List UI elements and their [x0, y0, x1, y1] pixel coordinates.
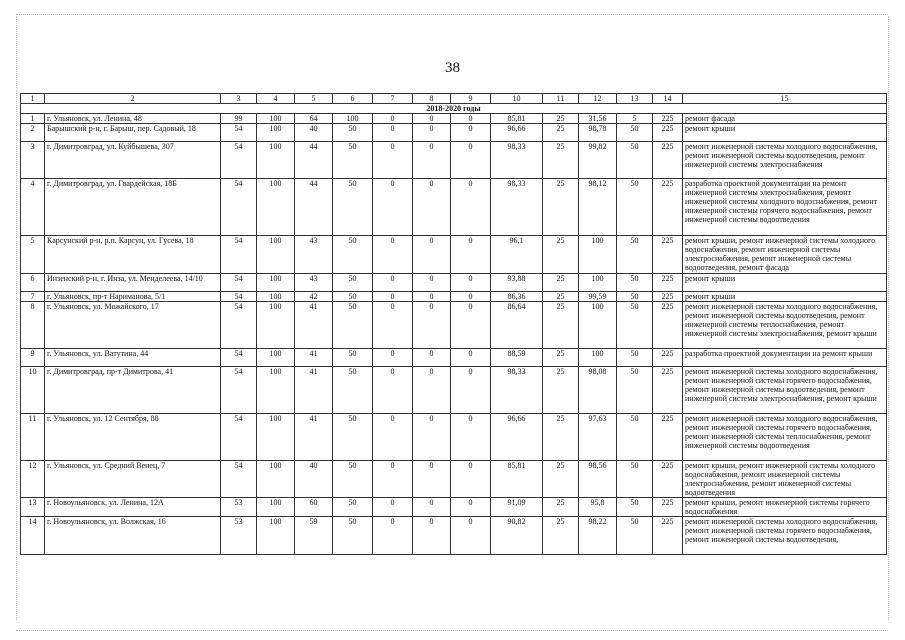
value-col-11: 25 — [543, 292, 579, 302]
row-number: 6 — [21, 274, 45, 292]
scan-edge-bottom — [16, 630, 888, 631]
address-cell: г. Новоульяновск, ул. Ленина, 12А — [45, 498, 221, 517]
value-col-3: 99 — [221, 114, 257, 124]
value-col-8: 0 — [413, 461, 451, 498]
value-col-14: 225 — [653, 142, 683, 179]
column-header: 15 — [683, 94, 887, 104]
value-col-8: 0 — [413, 367, 451, 414]
value-col-7: 0 — [373, 414, 413, 461]
value-col-5: 60 — [295, 498, 333, 517]
value-col-5: 43 — [295, 274, 333, 292]
row-number: 4 — [21, 179, 45, 236]
row-number: 14 — [21, 517, 45, 555]
value-col-3: 53 — [221, 498, 257, 517]
value-col-14: 225 — [653, 292, 683, 302]
value-col-12: 99,82 — [579, 142, 617, 179]
value-col-14: 225 — [653, 349, 683, 367]
address-cell: г. Новоульяновск, ул. Волжская, 16 — [45, 517, 221, 555]
value-col-11: 25 — [543, 274, 579, 292]
works-cell: разработка проектной документации на ремонт инженерной системы электроснабжения, ремонт инженерной системы холодного водоснабжения, ремонт инженерной системы горячего водоснабжения, ремонт инженерной системы водоотведения — [683, 179, 887, 236]
value-col-10: 96,66 — [491, 414, 543, 461]
value-col-6: 50 — [333, 292, 373, 302]
value-col-8: 0 — [413, 142, 451, 179]
value-col-6: 50 — [333, 179, 373, 236]
value-col-9: 0 — [451, 414, 491, 461]
value-col-8: 0 — [413, 498, 451, 517]
value-col-13: 50 — [617, 349, 653, 367]
column-header: 3 — [221, 94, 257, 104]
value-col-10: 93,88 — [491, 274, 543, 292]
column-header: 12 — [579, 94, 617, 104]
address-cell: г. Ульяновск, ул. Ватутина, 44 — [45, 349, 221, 367]
value-col-7: 0 — [373, 179, 413, 236]
value-col-3: 54 — [221, 236, 257, 274]
value-col-3: 54 — [221, 367, 257, 414]
works-cell: ремонт инженерной системы холодного водоснабжения, ремонт инженерной системы горячего водоснабжения, ремонт инженерной системы водоотведения, — [683, 517, 887, 555]
value-col-12: 100 — [579, 274, 617, 292]
row-number: 10 — [21, 367, 45, 414]
value-col-6: 50 — [333, 349, 373, 367]
column-header: 5 — [295, 94, 333, 104]
value-col-14: 225 — [653, 414, 683, 461]
value-col-13: 50 — [617, 414, 653, 461]
value-col-11: 25 — [543, 142, 579, 179]
address-cell: Инзенский р-н, г. Инза, ул. Менделеева, 14/10 — [45, 274, 221, 292]
value-col-10: 98,33 — [491, 142, 543, 179]
table-row — [21, 292, 887, 302]
value-col-14: 225 — [653, 498, 683, 517]
value-col-13: 50 — [617, 274, 653, 292]
page-number: 38 — [445, 60, 460, 76]
table-row — [21, 367, 887, 414]
works-cell: ремонт крыши, ремонт инженерной системы горячего водоснабжения — [683, 498, 887, 517]
table-row — [21, 517, 887, 555]
column-header: 8 — [413, 94, 451, 104]
value-col-13: 50 — [617, 236, 653, 274]
column-header: 7 — [373, 94, 413, 104]
table-row — [21, 302, 887, 349]
value-col-12: 100 — [579, 349, 617, 367]
value-col-11: 25 — [543, 461, 579, 498]
column-header: 14 — [653, 94, 683, 104]
row-number: 9 — [21, 349, 45, 367]
value-col-11: 25 — [543, 114, 579, 124]
value-col-9: 0 — [451, 349, 491, 367]
table-row — [21, 414, 887, 461]
value-col-14: 225 — [653, 461, 683, 498]
value-col-7: 0 — [373, 461, 413, 498]
address-cell: Барышский р-н, г. Барыш, пер. Садовый, 18 — [45, 124, 221, 142]
column-header: 10 — [491, 94, 543, 104]
table-row — [21, 236, 887, 274]
value-col-14: 225 — [653, 124, 683, 142]
value-col-8: 0 — [413, 517, 451, 555]
value-col-4: 100 — [257, 292, 295, 302]
row-number: 8 — [21, 302, 45, 349]
value-col-8: 0 — [413, 302, 451, 349]
value-col-10: 85,81 — [491, 461, 543, 498]
column-header: 11 — [543, 94, 579, 104]
value-col-3: 54 — [221, 414, 257, 461]
table-row — [21, 179, 887, 236]
address-cell: г. Ульяновск, ул. Можайского, 17 — [45, 302, 221, 349]
value-col-14: 225 — [653, 274, 683, 292]
value-col-10: 98,33 — [491, 179, 543, 236]
value-col-4: 100 — [257, 236, 295, 274]
scan-edge-left — [16, 16, 17, 620]
value-col-13: 50 — [617, 142, 653, 179]
address-cell: г. Димитровград, ул. Гвардейская, 18Б — [45, 179, 221, 236]
value-col-11: 25 — [543, 367, 579, 414]
value-col-11: 25 — [543, 349, 579, 367]
address-cell: г. Ульяновск, ул. 12 Сентября, 88 — [45, 414, 221, 461]
value-col-10: 86,64 — [491, 302, 543, 349]
value-col-8: 0 — [413, 349, 451, 367]
works-cell: ремонт крыши — [683, 124, 887, 142]
value-col-4: 100 — [257, 179, 295, 236]
table-row — [21, 142, 887, 179]
value-col-9: 0 — [451, 367, 491, 414]
value-col-12: 99,59 — [579, 292, 617, 302]
address-cell: г. Димитровград, пр-т Димитрова, 41 — [45, 367, 221, 414]
row-number: 5 — [21, 236, 45, 274]
works-cell: ремонт инженерной системы холодного водоснабжения, ремонт инженерной системы горячего водоснабжения, ремонт инженерной системы теплоснабжения, ремонт инженерной системы водоотведения — [683, 414, 887, 461]
value-col-4: 100 — [257, 517, 295, 555]
works-cell: ремонт крыши — [683, 292, 887, 302]
value-col-14: 225 — [653, 302, 683, 349]
value-col-13: 50 — [617, 124, 653, 142]
value-col-12: 98,22 — [579, 517, 617, 555]
value-col-5: 41 — [295, 349, 333, 367]
value-col-5: 41 — [295, 414, 333, 461]
value-col-6: 50 — [333, 236, 373, 274]
period-row — [21, 104, 887, 114]
value-col-12: 98,08 — [579, 367, 617, 414]
value-col-5: 41 — [295, 367, 333, 414]
value-col-10: 96,1 — [491, 236, 543, 274]
value-col-7: 0 — [373, 114, 413, 124]
value-col-9: 0 — [451, 142, 491, 179]
value-col-6: 50 — [333, 302, 373, 349]
value-col-3: 54 — [221, 461, 257, 498]
value-col-8: 0 — [413, 124, 451, 142]
row-number: 12 — [21, 461, 45, 498]
value-col-5: 40 — [295, 124, 333, 142]
value-col-11: 25 — [543, 517, 579, 555]
value-col-5: 42 — [295, 292, 333, 302]
table-row — [21, 498, 887, 517]
value-col-7: 0 — [373, 498, 413, 517]
column-header: 4 — [257, 94, 295, 104]
value-col-9: 0 — [451, 114, 491, 124]
table-row — [21, 274, 887, 292]
value-col-9: 0 — [451, 236, 491, 274]
value-col-9: 0 — [451, 124, 491, 142]
value-col-11: 25 — [543, 498, 579, 517]
value-col-13: 50 — [617, 292, 653, 302]
value-col-11: 25 — [543, 236, 579, 274]
value-col-5: 44 — [295, 142, 333, 179]
value-col-13: 50 — [617, 498, 653, 517]
column-header: 6 — [333, 94, 373, 104]
value-col-7: 0 — [373, 236, 413, 274]
value-col-12: 98,78 — [579, 124, 617, 142]
works-cell: разработка проектной документации на ремонт крыши — [683, 349, 887, 367]
value-col-10: 88,59 — [491, 349, 543, 367]
value-col-12: 100 — [579, 236, 617, 274]
value-col-3: 54 — [221, 292, 257, 302]
value-col-12: 98,12 — [579, 179, 617, 236]
value-col-4: 100 — [257, 114, 295, 124]
value-col-10: 98,33 — [491, 367, 543, 414]
row-number: 13 — [21, 498, 45, 517]
value-col-6: 50 — [333, 517, 373, 555]
value-col-10: 85,81 — [491, 114, 543, 124]
works-cell: ремонт инженерной системы холодного водоснабжения, ремонт инженерной системы горячего водоснабжения, ремонт инженерной системы водоотведения, ремонт инженерной системы электроснабжения, ремонт крыши — [683, 367, 887, 414]
value-col-10: 86,36 — [491, 292, 543, 302]
value-col-11: 25 — [543, 414, 579, 461]
value-col-13: 5 — [617, 114, 653, 124]
row-number: 3 — [21, 142, 45, 179]
works-cell: ремонт инженерной системы холодного водоснабжения, ремонт инженерной системы водоотведения, ремонт инженерной системы теплоснабжения, ремонт инженерной системы электроснабжения, ремонт крыши — [683, 302, 887, 349]
period-label: 2018-2020 годы — [21, 104, 887, 114]
row-number: 1 — [21, 114, 45, 124]
value-col-10: 90,82 — [491, 517, 543, 555]
value-col-5: 64 — [295, 114, 333, 124]
scan-edge-right — [888, 16, 889, 620]
value-col-3: 54 — [221, 142, 257, 179]
column-header: 13 — [617, 94, 653, 104]
value-col-10: 96,66 — [491, 124, 543, 142]
value-col-9: 0 — [451, 498, 491, 517]
value-col-13: 50 — [617, 461, 653, 498]
value-col-3: 53 — [221, 517, 257, 555]
value-col-4: 100 — [257, 461, 295, 498]
column-header: 9 — [451, 94, 491, 104]
value-col-13: 50 — [617, 302, 653, 349]
value-col-11: 25 — [543, 124, 579, 142]
value-col-12: 95,8 — [579, 498, 617, 517]
row-number: 11 — [21, 414, 45, 461]
value-col-8: 0 — [413, 236, 451, 274]
value-col-3: 54 — [221, 302, 257, 349]
value-col-10: 91,09 — [491, 498, 543, 517]
value-col-6: 50 — [333, 124, 373, 142]
value-col-6: 100 — [333, 114, 373, 124]
value-col-4: 100 — [257, 498, 295, 517]
value-col-4: 100 — [257, 349, 295, 367]
value-col-4: 100 — [257, 414, 295, 461]
address-cell: г. Ульяновск, пр-т Нариманова, 5/1 — [45, 292, 221, 302]
value-col-6: 50 — [333, 461, 373, 498]
value-col-7: 0 — [373, 274, 413, 292]
value-col-12: 31,56 — [579, 114, 617, 124]
address-cell: г. Ульяновск, ул. Ленина, 48 — [45, 114, 221, 124]
works-cell: ремонт фасада — [683, 114, 887, 124]
column-header: 2 — [45, 94, 221, 104]
value-col-6: 50 — [333, 274, 373, 292]
value-col-7: 0 — [373, 292, 413, 302]
value-col-7: 0 — [373, 302, 413, 349]
value-col-11: 25 — [543, 179, 579, 236]
value-col-6: 50 — [333, 142, 373, 179]
value-col-7: 0 — [373, 367, 413, 414]
address-cell: г. Димитровград, ул. Куйбышева, 307 — [45, 142, 221, 179]
row-number: 7 — [21, 292, 45, 302]
value-col-9: 0 — [451, 292, 491, 302]
value-col-3: 54 — [221, 124, 257, 142]
value-col-3: 54 — [221, 349, 257, 367]
row-number: 2 — [21, 124, 45, 142]
address-cell: г. Ульяновск, ул. Средний Венец, 7 — [45, 461, 221, 498]
value-col-9: 0 — [451, 461, 491, 498]
value-col-14: 225 — [653, 114, 683, 124]
value-col-9: 0 — [451, 302, 491, 349]
value-col-4: 100 — [257, 302, 295, 349]
value-col-11: 25 — [543, 302, 579, 349]
value-col-3: 54 — [221, 179, 257, 236]
works-cell: ремонт инженерной системы холодного водоснабжения, ремонт инженерной системы водоотведения, ремонт инженерной системы электроснабжения — [683, 142, 887, 179]
value-col-12: 100 — [579, 302, 617, 349]
works-cell: ремонт крыши — [683, 274, 887, 292]
value-col-14: 225 — [653, 367, 683, 414]
scan-edge-top — [16, 14, 888, 15]
column-header: 1 — [21, 94, 45, 104]
value-col-12: 97,63 — [579, 414, 617, 461]
value-col-12: 98,56 — [579, 461, 617, 498]
value-col-4: 100 — [257, 142, 295, 179]
works-cell: ремонт крыши, ремонт инженерной системы холодного водоснабжения, ремонт инженерной системы электроснабжения, ремонт инженерной системы водоотведения — [683, 461, 887, 498]
table-row — [21, 349, 887, 367]
value-col-4: 100 — [257, 367, 295, 414]
table-row — [21, 461, 887, 498]
value-col-7: 0 — [373, 517, 413, 555]
value-col-6: 50 — [333, 498, 373, 517]
value-col-6: 50 — [333, 414, 373, 461]
value-col-8: 0 — [413, 114, 451, 124]
document-table-container — [20, 93, 886, 555]
value-col-3: 54 — [221, 274, 257, 292]
value-col-13: 50 — [617, 517, 653, 555]
address-cell: Карсунский р-н, р.п. Карсун, ул. Гусева, 18 — [45, 236, 221, 274]
value-col-7: 0 — [373, 124, 413, 142]
value-col-5: 43 — [295, 236, 333, 274]
value-col-9: 0 — [451, 179, 491, 236]
value-col-6: 50 — [333, 367, 373, 414]
value-col-9: 0 — [451, 274, 491, 292]
value-col-4: 100 — [257, 124, 295, 142]
table-row — [21, 124, 887, 142]
value-col-5: 41 — [295, 302, 333, 349]
value-col-5: 44 — [295, 179, 333, 236]
value-col-9: 0 — [451, 517, 491, 555]
value-col-8: 0 — [413, 414, 451, 461]
value-col-13: 50 — [617, 367, 653, 414]
value-col-7: 0 — [373, 349, 413, 367]
housing-repair-table — [20, 93, 887, 555]
value-col-5: 40 — [295, 461, 333, 498]
value-col-4: 100 — [257, 274, 295, 292]
value-col-14: 225 — [653, 517, 683, 555]
value-col-14: 225 — [653, 236, 683, 274]
value-col-14: 225 — [653, 179, 683, 236]
value-col-8: 0 — [413, 179, 451, 236]
works-cell: ремонт крыши, ремонт инженерной системы холодного водоснабжения, ремонт инженерной системы электроснабжения, ремонт инженерной системы водоотведения, ремонт фасада — [683, 236, 887, 274]
value-col-13: 50 — [617, 179, 653, 236]
value-col-8: 0 — [413, 292, 451, 302]
value-col-5: 59 — [295, 517, 333, 555]
value-col-8: 0 — [413, 274, 451, 292]
column-number-row — [21, 94, 887, 104]
value-col-7: 0 — [373, 142, 413, 179]
table-row — [21, 114, 887, 124]
